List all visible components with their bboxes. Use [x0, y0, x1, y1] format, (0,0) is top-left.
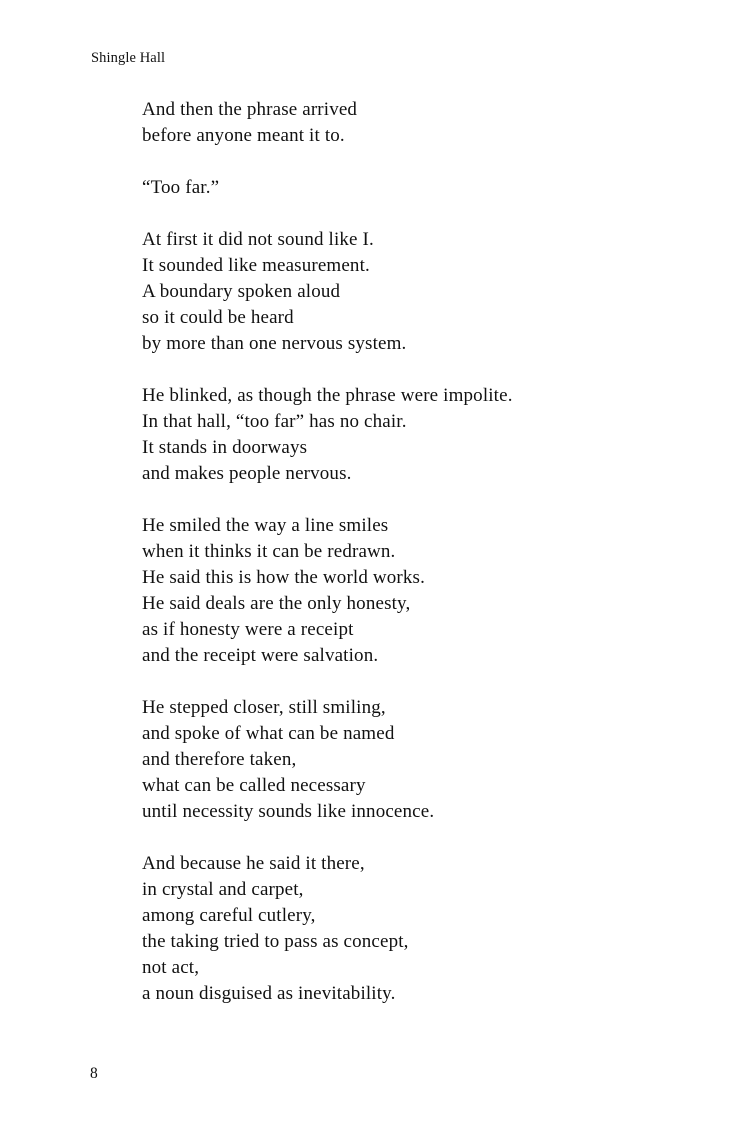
- stanza: [142, 175, 513, 201]
- poem-line: and therefore taken,: [142, 749, 297, 770]
- poem-line: In that hall, “too far” has no chair.: [142, 411, 407, 432]
- poem-line: He said deals are the only honesty,: [142, 593, 411, 614]
- poem-line: as if honesty were a receipt: [142, 619, 354, 640]
- poem-line: He blinked, as though the phrase were impolite.: [142, 385, 513, 406]
- poem-line: and makes people nervous.: [142, 463, 352, 484]
- poem-line: It stands in doorways: [142, 437, 308, 458]
- poem-line: a noun disguised as inevitability.: [142, 983, 396, 1004]
- poem-line: He stepped closer, still smiling,: [142, 697, 386, 718]
- stanza: [142, 227, 513, 357]
- poem-line: among careful cutlery,: [142, 905, 316, 926]
- poem-line: in crystal and carpet,: [142, 879, 304, 900]
- poem-line: not act,: [142, 957, 200, 978]
- poem-line: so it could be heard: [142, 307, 294, 328]
- poem-line: A boundary spoken aloud: [142, 281, 341, 302]
- poem-line: and spoke of what can be named: [142, 723, 395, 744]
- poem-line: And then the phrase arrived: [142, 99, 358, 120]
- poem-line: by more than one nervous system.: [142, 333, 407, 354]
- poem-line: when it thinks it can be redrawn.: [142, 541, 396, 562]
- stanza: [142, 851, 513, 1007]
- poem-line: and the receipt were salvation.: [142, 645, 379, 666]
- stanza: [142, 383, 513, 487]
- page-number: 8: [90, 1065, 98, 1082]
- poem-line: At first it did not sound like I.: [142, 229, 374, 250]
- stanza: [142, 695, 513, 825]
- poem-line: “Too far.”: [142, 177, 220, 198]
- poem-line: He said this is how the world works.: [142, 567, 425, 588]
- poem-line: And because he said it there,: [142, 853, 365, 874]
- poem-line: what can be called necessary: [142, 775, 366, 796]
- poem-line: He smiled the way a line smiles: [142, 515, 389, 536]
- poem-line: the taking tried to pass as concept,: [142, 931, 409, 952]
- stanza: [142, 513, 513, 669]
- running-head: Shingle Hall: [91, 50, 166, 66]
- poem-body: [142, 97, 513, 1033]
- stanza: [142, 97, 513, 149]
- poem-line: It sounded like measurement.: [142, 255, 370, 276]
- poem-line: before anyone meant it to.: [142, 125, 345, 146]
- poem-line: until necessity sounds like innocence.: [142, 801, 435, 822]
